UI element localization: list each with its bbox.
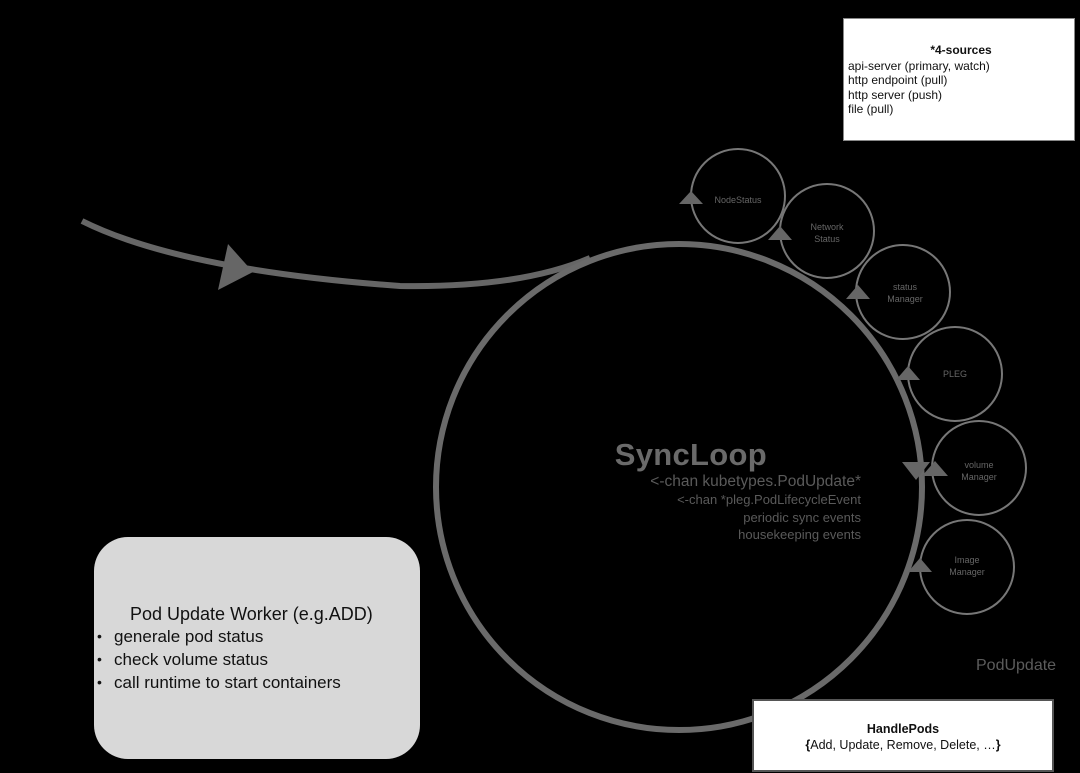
nodestatus-arrow-icon	[679, 191, 703, 204]
worker-step: • check volume status	[94, 648, 341, 671]
volume-manager-label: volume Manager	[961, 460, 997, 482]
incoming-podupdate-curve	[82, 221, 590, 286]
network-status-label: Network Status	[810, 222, 844, 244]
handlepods-box	[752, 699, 1054, 772]
syncloop-down-arrow-icon	[902, 462, 930, 480]
worker-title: Pod Update Worker (e.g.ADD)	[130, 604, 373, 624]
image-manager-label: Image Manager	[949, 555, 985, 577]
source-item: http endpoint (pull)	[848, 73, 948, 87]
pleg-arrow-icon	[896, 366, 920, 380]
pod-update-worker-box	[94, 537, 420, 759]
syncloop-housekeeping: housekeeping events	[738, 527, 861, 542]
brace-close: }	[995, 738, 1001, 752]
nodestatus-label: NodeStatus	[714, 195, 762, 205]
worker-steps-list	[94, 625, 341, 694]
syncloop-channel-podupdate: <-chan kubetypes.PodUpdate*	[650, 473, 861, 490]
handlepods-title: HandlePods	[866, 722, 940, 736]
source-item: file (pull)	[848, 102, 894, 116]
sources-title: *4-sources	[930, 43, 992, 57]
status-manager-arrow-icon	[846, 285, 870, 299]
status-manager-label: status Manager	[887, 282, 923, 304]
syncloop-periodic-sync: periodic sync events	[743, 510, 861, 525]
pleg-label: PLEG	[942, 369, 968, 379]
handlepods-operations	[754, 738, 1052, 752]
syncloop-channel-pleg: <-chan *pleg.PodLifecycleEvent	[677, 492, 861, 507]
podupdate-label: PodUpdate	[976, 657, 1057, 674]
satellite-circles	[691, 149, 1026, 614]
incoming-arrowhead	[218, 244, 253, 290]
source-item: http server (push)	[848, 87, 943, 102]
brace-open: {	[805, 738, 811, 752]
handlepods-ops-text: Add, Update, Remove, Delete, …	[810, 738, 996, 752]
worker-step: • call runtime to start containers	[94, 671, 341, 694]
syncloop-title: SyncLoop	[614, 437, 767, 472]
worker-step: • generale pod status	[94, 625, 341, 648]
sources-box	[843, 18, 1075, 141]
source-item: api-server (primary, watch)	[848, 58, 990, 73]
